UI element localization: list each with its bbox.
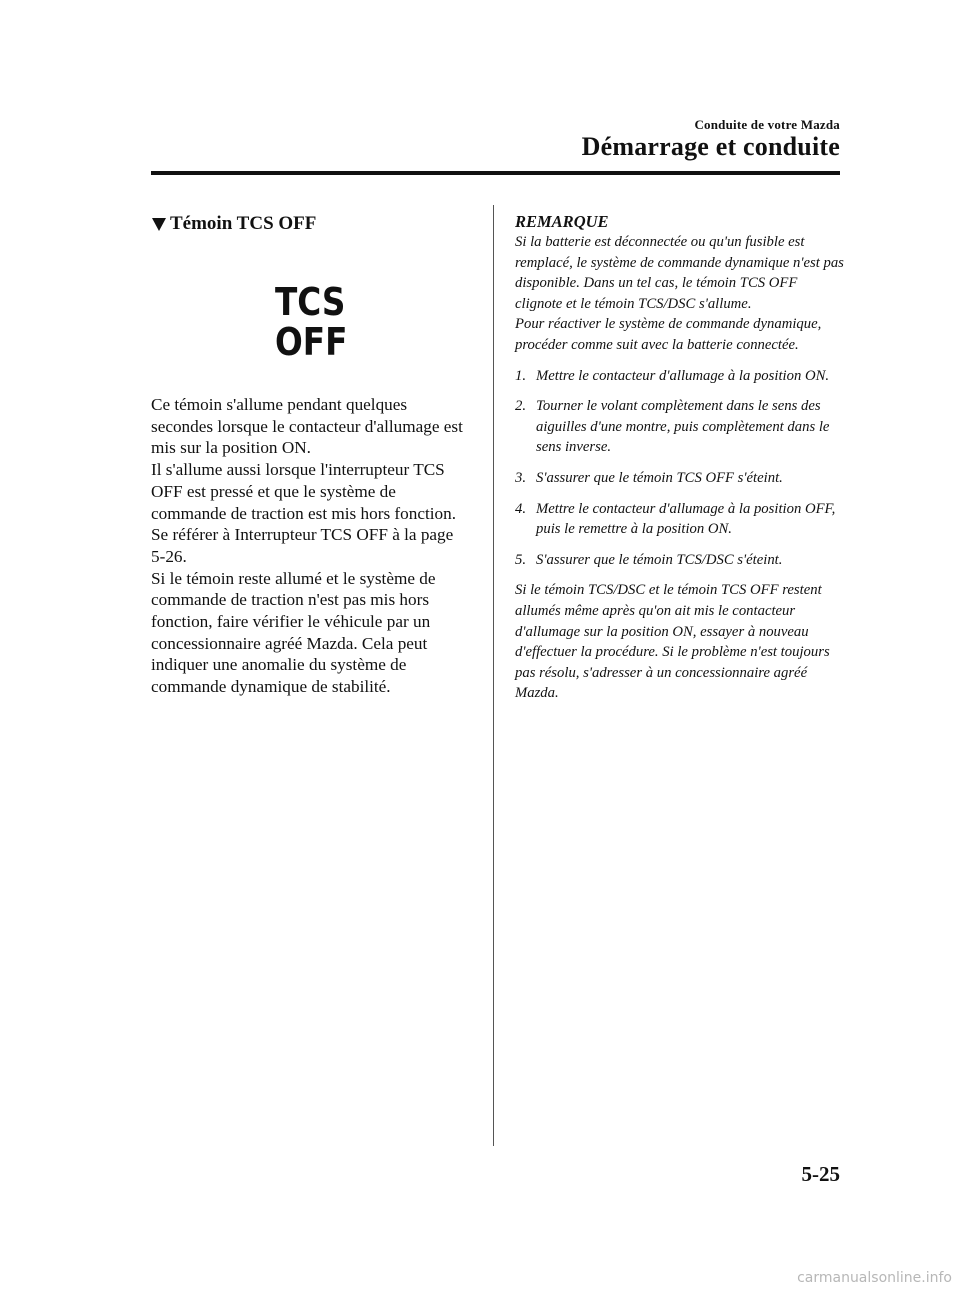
remark-paragraph: Si la batterie est déconnectée ou qu'un fusible est remplacé, le système de commande dynamique n'est pas disponible. Dans un tel cas, le témoin TCS OFF clignote et le témoin TCS/DSC s'allume.	[515, 234, 844, 312]
section-heading-text: Témoin TCS OFF	[170, 213, 317, 234]
remark-title: REMARQUE	[515, 212, 609, 231]
left-body-text	[151, 394, 471, 698]
paragraph: Il s'allume aussi lorsque l'interrupteur TCS OFF est pressé et que le système de commande de traction est mis hors fonction.	[151, 460, 457, 523]
watermark[interactable]: carmanualsonline.info	[797, 1270, 952, 1286]
tcs-icon-line1: TCS	[275, 280, 346, 324]
step-text: Mettre le contacteur d'allumage à la position ON.	[536, 367, 830, 384]
paragraph: Ce témoin s'allume pendant quelques secondes lorsque le contacteur d'allumage est mis sur la position ON.	[151, 395, 463, 458]
step-number: 3.	[515, 469, 527, 486]
step-item	[515, 366, 845, 387]
header-chapter: Conduite de votre Mazda	[694, 117, 840, 132]
triangle-down-icon	[152, 218, 166, 231]
procedure-steps	[515, 366, 845, 571]
remark-intro	[515, 232, 845, 356]
remark-paragraph: Pour réactiver le système de commande dynamique, procéder comme suit avec la batterie connectée.	[515, 316, 822, 353]
step-text: S'assurer que le témoin TCS/DSC s'éteint.	[536, 551, 783, 568]
step-item	[515, 499, 845, 540]
step-item	[515, 550, 845, 571]
step-item	[515, 396, 845, 458]
tcs-off-icon	[275, 280, 348, 364]
step-number: 1.	[515, 367, 527, 384]
step-text: S'assurer que le témoin TCS OFF s'éteint.	[536, 469, 783, 486]
page-number: 5-25	[801, 1162, 840, 1186]
paragraph: Si le témoin reste allumé et le système de commande de traction n'est pas mis hors fonction, faire vérifier le véhicule par un concessionnaire agréé Mazda. Cela peut indiquer une anomalie du système de commande dynamique de stabilité.	[151, 568, 436, 697]
paragraph: Se référer à Interrupteur TCS OFF à la page 5-26.	[151, 525, 454, 566]
column-divider	[493, 205, 494, 1146]
step-item	[515, 468, 845, 489]
step-number: 4.	[515, 500, 527, 517]
header-rule	[151, 171, 840, 175]
step-number: 2.	[515, 398, 527, 415]
header-section-title: Démarrage et conduite	[581, 132, 840, 161]
step-number: 5.	[515, 551, 527, 568]
remark-final: Si le témoin TCS/DSC et le témoin TCS OFF restent allumés même après qu'on ait mis le contacteur d'allumage sur la position ON, essayer à nouveau d'effectuer la procédure. Si le problème n'est toujours pas résolu, s'adresser à un concessionnaire agréé Mazda.	[515, 582, 830, 702]
section-heading	[151, 210, 471, 238]
step-text: Tourner le volant complètement dans le sens des aiguilles d'une montre, puis complètement dans le sens inverse.	[536, 398, 830, 456]
right-column	[515, 212, 845, 704]
step-text: Mettre le contacteur d'allumage à la position OFF, puis le remettre à la position ON.	[536, 500, 836, 538]
tcs-icon-line2: OFF	[275, 320, 348, 364]
left-column	[151, 210, 471, 698]
